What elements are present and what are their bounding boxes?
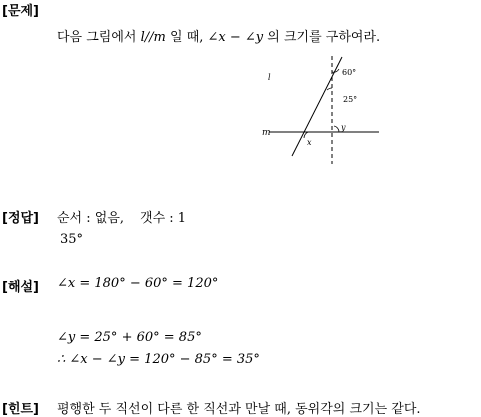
angle-label-60: 60° [342,68,357,77]
explanation-line2: ∠y = 25° + 60° = 85° [57,330,202,345]
problem-math-angles: ∠x − ∠y [207,30,264,45]
angle-arc-mid [327,88,332,90]
problem-text [57,26,380,45]
label-y: y [341,123,346,132]
label-m: m [262,128,271,138]
label-l: l [268,73,271,82]
transversal-line [292,57,342,156]
answer-meta [57,207,186,226]
angle-label-25: 25° [343,95,358,104]
answer-header: [정답] [2,211,39,226]
problem-text-mid: 일 때, [165,30,208,45]
angle-arc-y [334,126,339,132]
explanation-line3: ∴ ∠x − ∠y = 120° − 85° = 35° [57,352,260,367]
hint-header: [힌트] [2,402,39,417]
answer-value: 35° [60,232,84,247]
answer-count: 갯수 : 1 [140,211,187,226]
answer-order: 순서 : 없음, [57,211,125,226]
problem-math-parallel: l//m [140,30,166,45]
hint-text: 평행한 두 직선이 다른 한 직선과 만날 때, 동위각의 크기는 같다. [57,402,421,417]
problem-text-prefix: 다음 그림에서 [57,30,141,45]
geometry-figure [255,52,390,170]
explanation-header: [해설] [2,280,39,295]
problem-text-suffix: 의 크기를 구하여라. [263,30,381,45]
explanation-line1: ∠x = 180° − 60° = 120° [57,276,219,291]
label-x: x [307,138,312,147]
problem-header: [문제] [2,4,39,19]
